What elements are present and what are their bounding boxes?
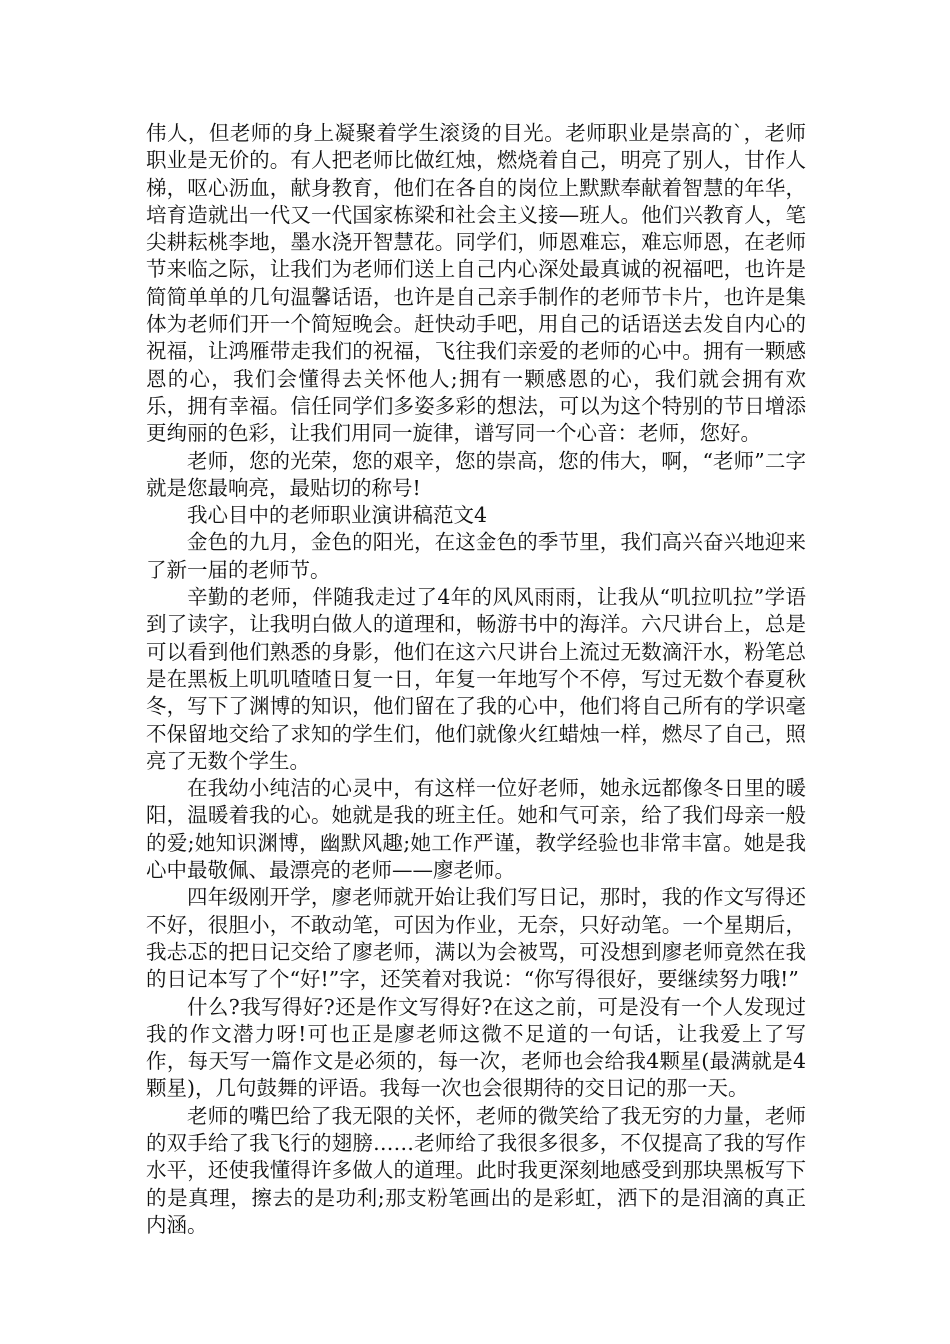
paragraph-good-teacher: 在我幼小纯洁的心灵中，有这样一位好老师，她永远都像冬日里的暖阳，温暖着我的心。她就是我的班主任。她和气可亲，给了我们母亲一般的爱;她知识渊博，幽默风趣;她工作严谨，教学经验也非常丰富。她是我心中最敬佩、最漂亮的老师——廖老师。	[146, 776, 806, 883]
paragraph-gratitude: 老师的嘴巴给了我无限的关怀，老师的微笑给了我无穷的力量，老师的双手给了我飞行的翅膀……老师给了我很多很多，不仅提高了我的写作水平，还使我懂得许多做人的道理。此时我更深刻地感受到那块黑板写下的是真理，擦去的是功利;那支粉笔画出的是彩虹，洒下的是泪滴的真正内涵。	[146, 1103, 806, 1237]
document-body	[146, 120, 806, 1239]
paragraph-writing: 什么?我写得好?还是作文写得好?在这之前，可是没有一个人发现过我的作文潜力呀!可也正是廖老师这微不足道的一句话，让我爱上了写作，每天写一篇作文是必须的，每一次，老师也会给我4颗星(最满就是4颗星)，几句鼓舞的评语。我每一次也会很期待的交日记的那一天。	[146, 994, 806, 1101]
section-heading: 我心目中的老师职业演讲稿范文4	[187, 503, 488, 528]
paragraph-intro: 金色的九月，金色的阳光，在这金色的季节里，我们高兴奋兴地迎来了新一届的老师节。	[146, 530, 806, 582]
paragraph-tribute: 老师，您的光荣，您的艰辛，您的崇高，您的伟大，啊，“老师”二字就是您最响亮，最贴切的称号!	[146, 448, 806, 500]
paragraph-diligent-teacher: 辛勤的老师，伴随我走过了4年的风风雨雨，让我从“叽拉叽拉”学语到了读字，让我明白做人的道理和，畅游书中的海洋。六尺讲台上，总是可以看到他们熟悉的身影，他们在这六尺讲台上流过无数滴汗水，粉笔总是在黑板上叽叽喳喳日复一日，年复一年地写个不停，写过无数个春夏秋冬，写下了渊博的知识，他们留在了我的心中，他们将自己所有的学识毫不保留地交给了求知的学生们，他们就像火红蜡烛一样，燃尽了自己，照亮了无数个学生。	[146, 585, 806, 773]
paragraph-continued: 伟人，但老师的身上凝聚着学生滚烫的目光。老师职业是崇高的`，老师职业是无价的。有人把老师比做红烛，燃烧着自己，明亮了别人，甘作人梯，呕心沥血，献身教育，他们在各自的岗位上默默奉献着智慧的年华，培育造就出一代又一代国家栋梁和社会主义接—班人。他们兴教育人，笔尖耕耘桃李地，墨水浇开智慧花。同学们，师恩难忘，难忘师恩，在老师节来临之际，让我们为老师们送上自己内心深处最真诚的祝福吧，也许是简简单单的几句温馨话语，也许是自己亲手制作的老师节卡片，也许是集体为老师们开一个简短晚会。赶快动手吧，用自己的话语送去发自内心的祝福，让鸿雁带走我们的祝福，飞往我们亲爱的老师的心中。拥有一颗感恩的心，我们会懂得去关怀他人;拥有一颗感恩的心，我们就会拥有欢乐，拥有幸福。信任同学们多姿多彩的想法，可以为这个特别的节日增添更绚丽的色彩，让我们用同一旋律，谱写同一个心音：老师，您好。	[146, 121, 806, 446]
paragraph-diary: 四年级刚开学，廖老师就开始让我们写日记，那时，我的作文写得还不好，很胆小，不敢动笔，可因为作业，无奈，只好动笔。一个星期后，我忐忑的把日记交给了廖老师，满以为会被骂，可没想到廖老师竟然在我的日记本写了个“好!”字，还笑着对我说：“你写得很好，要继续努力哦!”	[146, 885, 806, 992]
